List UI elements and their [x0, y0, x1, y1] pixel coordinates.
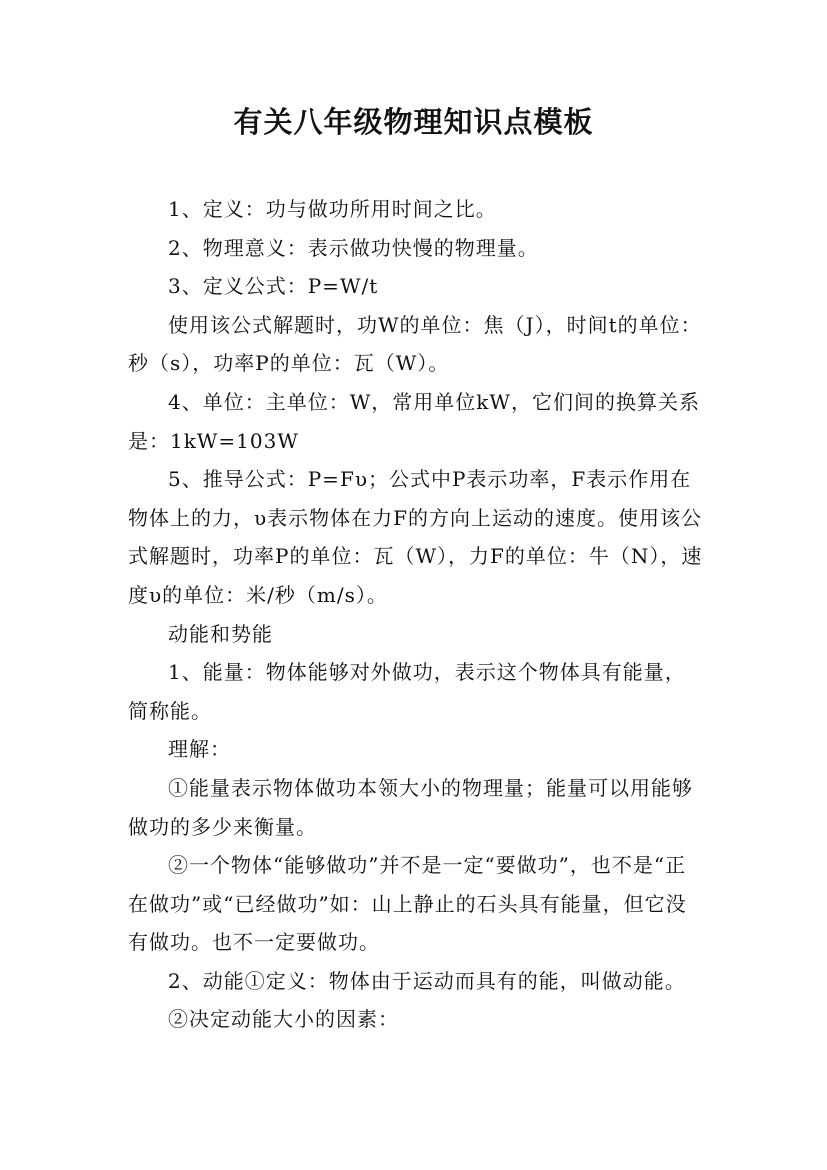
paragraph-understanding-1: ①能量表示物体做功本领大小的物理量；能量可以用能够做功的多少来衡量。: [128, 775, 693, 839]
document-body: [128, 190, 703, 1039]
paragraph-understanding-2: ②一个物体“能够做功”并不是一定“要做功”，也不是“正在做功”或“已经做功”如：山上静止的石头具有能量，但它没有做功。也不一定要做功。: [128, 853, 687, 955]
paragraph-definition: 1、定义：功与做功所用时间之比。: [168, 197, 497, 221]
document-title: 有关八年级物理知识点模板: [233, 105, 594, 139]
paragraph-unit-conversion: 4、单位：主单位：W，常用单位kW，它们间的换算关系是：1kW=103W: [128, 389, 700, 453]
section-heading-kinetic-potential: 动能和势能: [168, 621, 273, 646]
paragraph-kinetic-energy-definition: 2、动能①定义：物体由于运动而具有的能，叫做动能。: [168, 968, 686, 993]
paragraph-formula-units: 使用该公式解题时，功W的单位：焦（J），时间t的单位：秒（s），功率P的单位：瓦（W）。: [128, 312, 702, 376]
paragraph-derived-formula: 5、推导公式：P=Fυ；公式中P表示功率，F表示作用在物体上的力，υ表示物体在力F的方向上运动的速度。使用该公式解题时，功率P的单位：瓦（W），力F的单位：牛（N），速度υ的单位：米/秒（m/s）。: [128, 467, 703, 607]
paragraph-kinetic-energy-factors: ②决定动能大小的因素：: [168, 1007, 399, 1032]
paragraph-understanding-label: 理解：: [168, 737, 231, 762]
paragraph-definition-formula: 3、定义公式：P=W/t: [168, 274, 379, 299]
paragraph-physical-meaning: 2、物理意义：表示做功快慢的物理量。: [168, 235, 539, 260]
paragraph-energy-definition: 1、能量：物体能够对外做功，表示这个物体具有能量，简称能。: [128, 660, 686, 723]
